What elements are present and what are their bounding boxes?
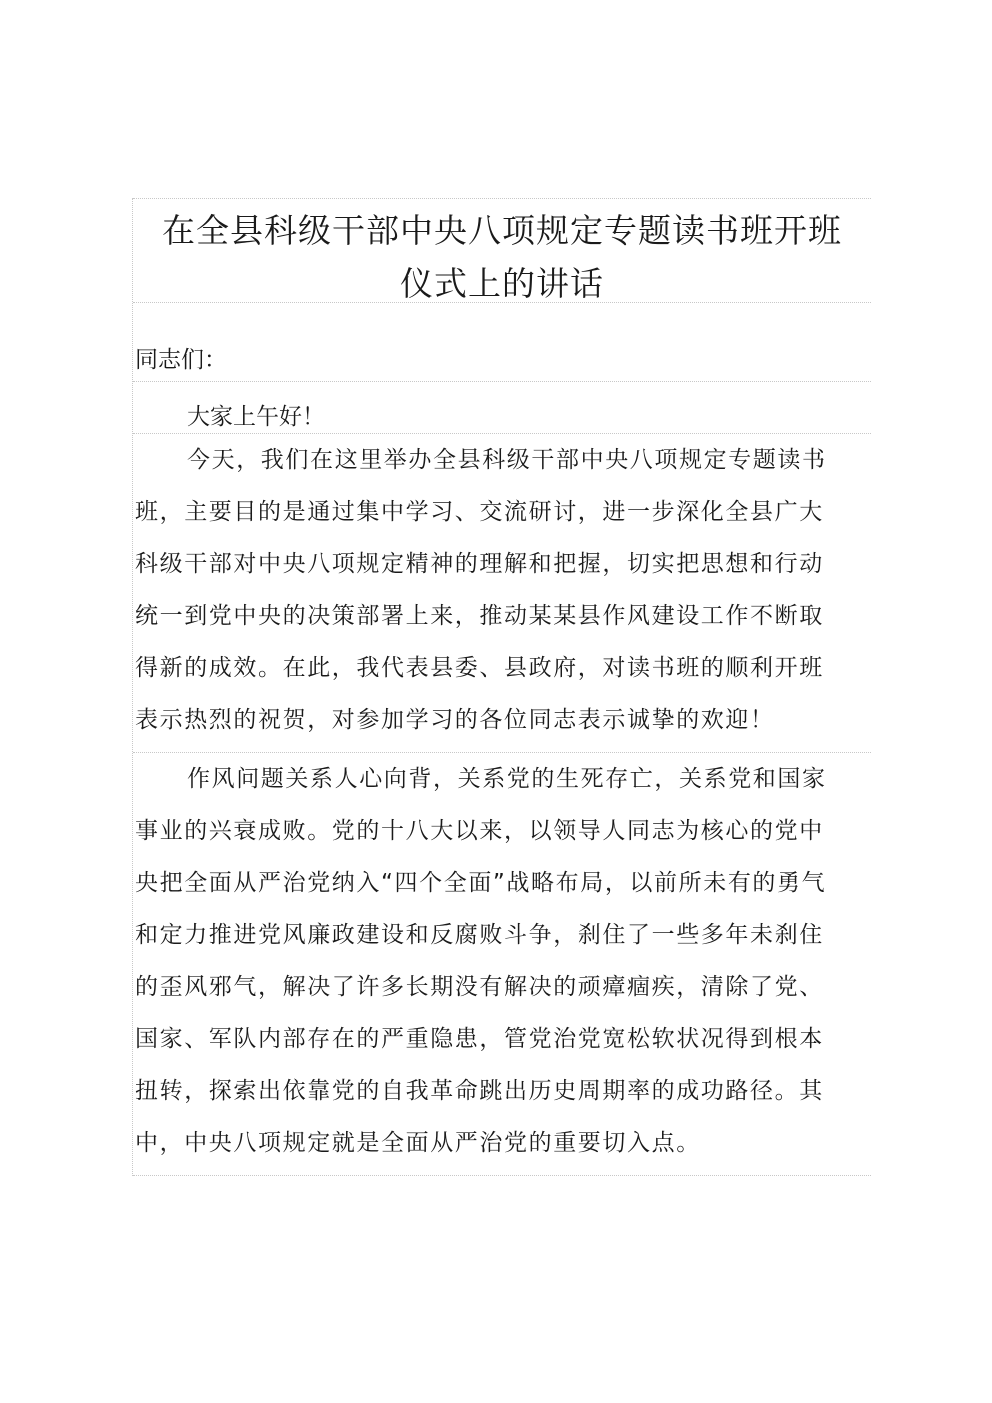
paragraph-1-line: 班，主要目的是通过集中学习、交流研讨，进一步深化全县广大	[135, 499, 824, 525]
document-title	[133, 198, 871, 302]
paragraph-2-line: 事业的兴衰成败。党的十八大以来，以领导人同志为核心的党中	[135, 818, 824, 844]
paragraph-1-line: 表示热烈的祝贺，对参加学习的各位同志表示诚挚的欢迎！	[135, 707, 775, 733]
paragraph-2-line: 作风问题关系人心向背，关系党的生死存亡，关系党和国家	[187, 766, 827, 792]
paragraph-2-line: 中，中央八项规定就是全面从严治党的重要切入点。	[135, 1130, 701, 1156]
greeting	[133, 381, 871, 433]
salutation	[133, 302, 871, 381]
title-line-2: 仪式上的讲话	[400, 264, 604, 303]
salutation-text: 同志们：	[135, 347, 227, 373]
paragraph-2-line: 的歪风邪气，解决了许多长期没有解决的顽瘴痼疾，清除了党、	[135, 974, 824, 1000]
paragraph-1-line: 统一到党中央的决策部署上来，推动某某县作风建设工作不断取	[135, 603, 824, 629]
paragraph-2-line: 和定力推进党风廉政建设和反腐败斗争，刹住了一些多年未刹住	[135, 922, 824, 948]
document-body	[132, 198, 871, 1176]
paragraph-2-line: 国家、军队内部存在的严重隐患，管党治党宽松软状况得到根本	[135, 1026, 824, 1052]
title-line-1: 在全县科级干部中央八项规定专题读书班开班	[162, 211, 842, 250]
paragraph-1-line: 科级干部对中央八项规定精神的理解和把握，切实把思想和行动	[135, 551, 824, 577]
paragraph-1-line: 得新的成效。在此，我代表县委、县政府，对读书班的顺利开班	[135, 655, 824, 681]
greeting-text: 大家上午好！	[187, 404, 325, 430]
paragraph-1-line: 今天，我们在这里举办全县科级干部中央八项规定专题读书	[187, 447, 827, 473]
paragraph-2-line: 央把全面从严治党纳入“四个全面”战略布局，以前所未有的勇气	[135, 870, 827, 896]
paragraph-2-line: 扭转，探索出依靠党的自我革命跳出历史周期率的成功路径。其	[135, 1078, 824, 1104]
paragraph-2	[133, 752, 871, 1176]
paragraph-1	[133, 433, 871, 752]
